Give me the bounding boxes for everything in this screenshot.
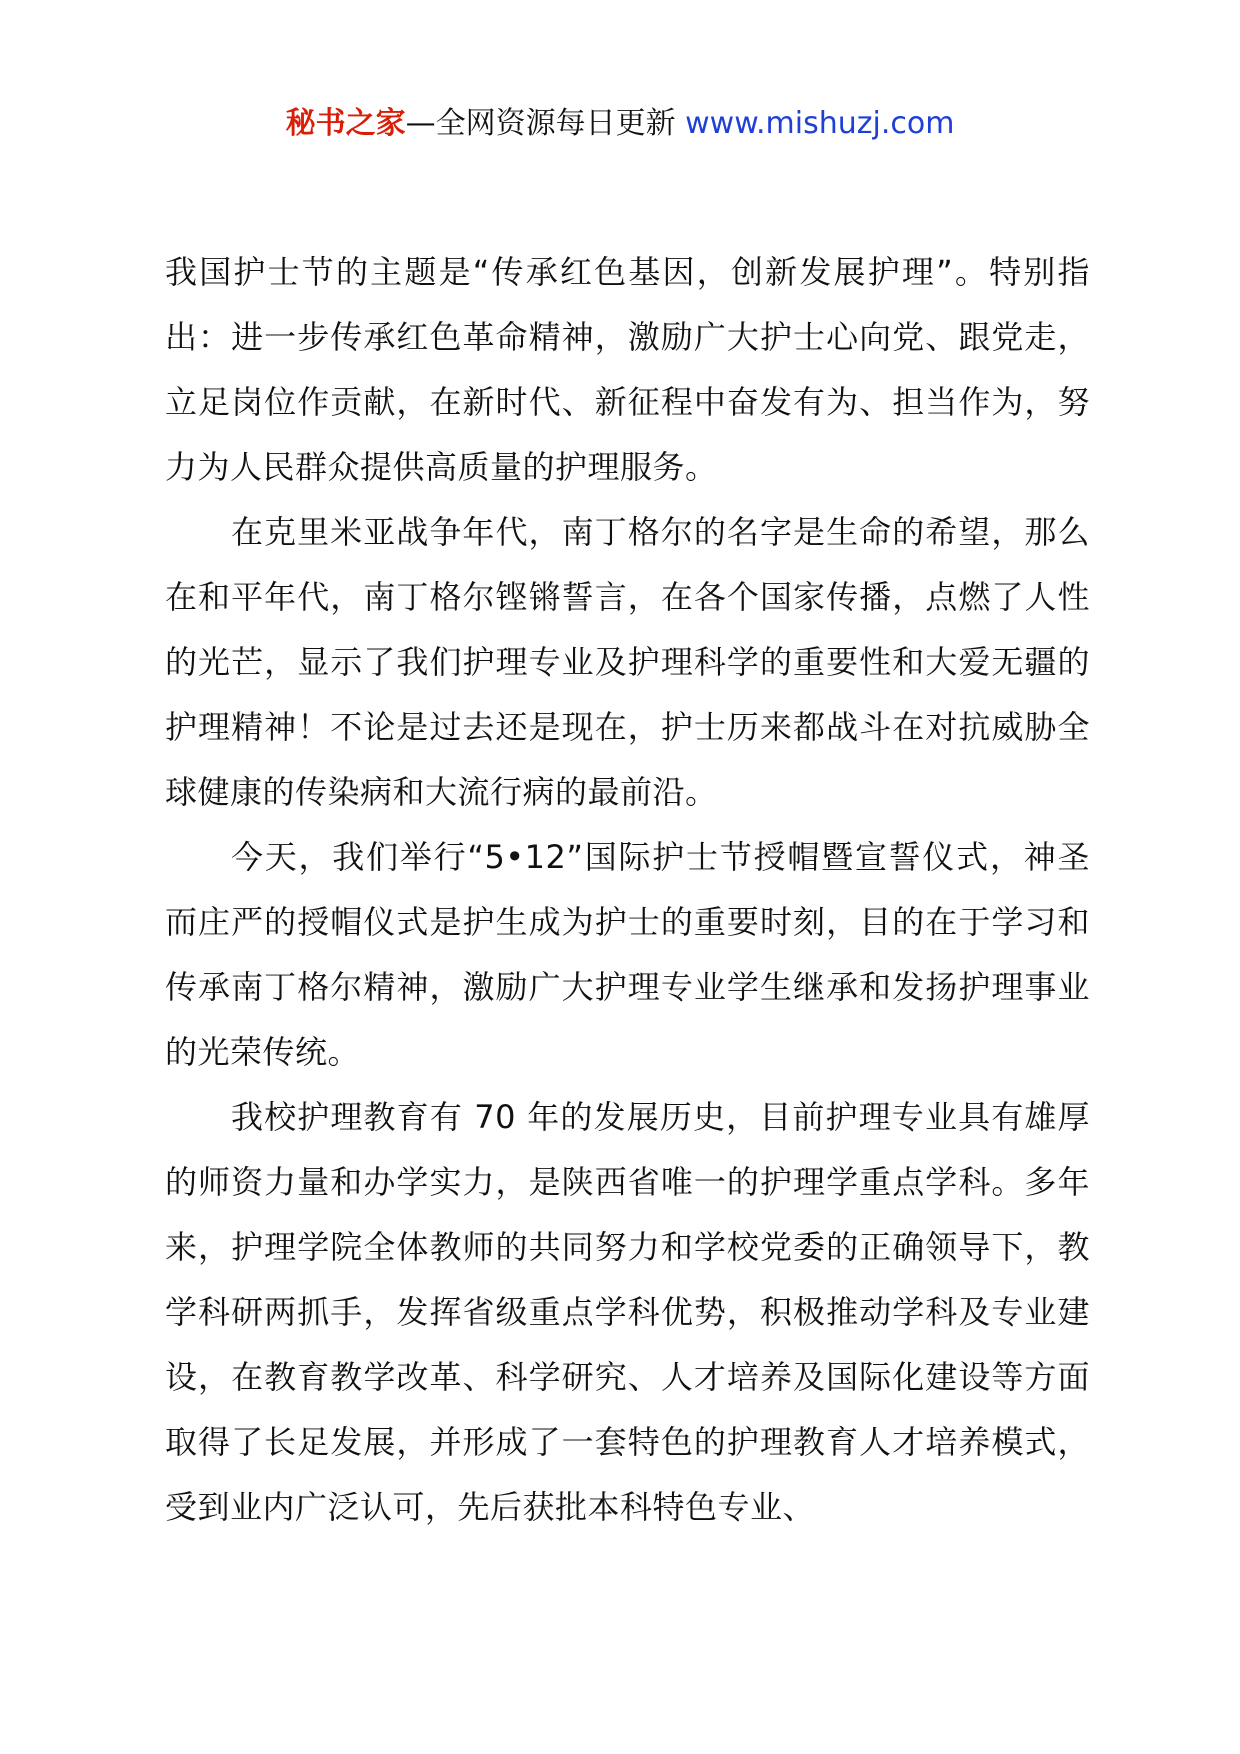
header-tagline: —全网资源每日更新 [405,106,676,141]
document-body [165,240,1090,1540]
paragraph: 今天，我们举行“5•12”国际护士节授帽暨宣誓仪式，神圣而庄严的授帽仪式是护生成为护士的重要时刻，目的在于学习和传承南丁格尔精神，激励广大护理专业学生继承和发扬护理事业的光荣传统。 [165,838,1090,1071]
paragraph: 我校护理教育有 70 年的发展历史，目前护理专业具有雄厚的师资力量和办学实力，是陕西省唯一的护理学重点学科。多年来，护理学院全体教师的共同努力和学校党委的正确领导下，教学科研两抓手，发挥省级重点学科优势，积极推动学科及专业建设，在教育教学改革、科学研究、人才培养及国际化建设等方面取得了长足发展，并形成了一套特色的护理教育人才培养模式，受到业内广泛认可，先后获批本科特色专业、 [165,1098,1090,1526]
website-link[interactable]: www.mishuzj.com [685,106,955,141]
page-header [0,104,1240,144]
paragraph: 在克里米亚战争年代，南丁格尔的名字是生命的希望，那么在和平年代，南丁格尔铿锵誓言，在各个国家传播，点燃了人性的光芒，显示了我们护理专业及护理科学的重要性和大爱无疆的护理精神！不论是过去还是现在，护士历来都战斗在对抗威胁全球健康的传染病和大流行病的最前沿。 [165,513,1090,811]
brand-name: 秘书之家 [285,106,406,141]
paragraph: 我国护士节的主题是“传承红色基因，创新发展护理”。特别指出：进一步传承红色革命精神，激励广大护士心向党、跟党走，立足岗位作贡献，在新时代、新征程中奋发有为、担当作为，努力为人民群众提供高质量的护理服务。 [165,253,1090,486]
